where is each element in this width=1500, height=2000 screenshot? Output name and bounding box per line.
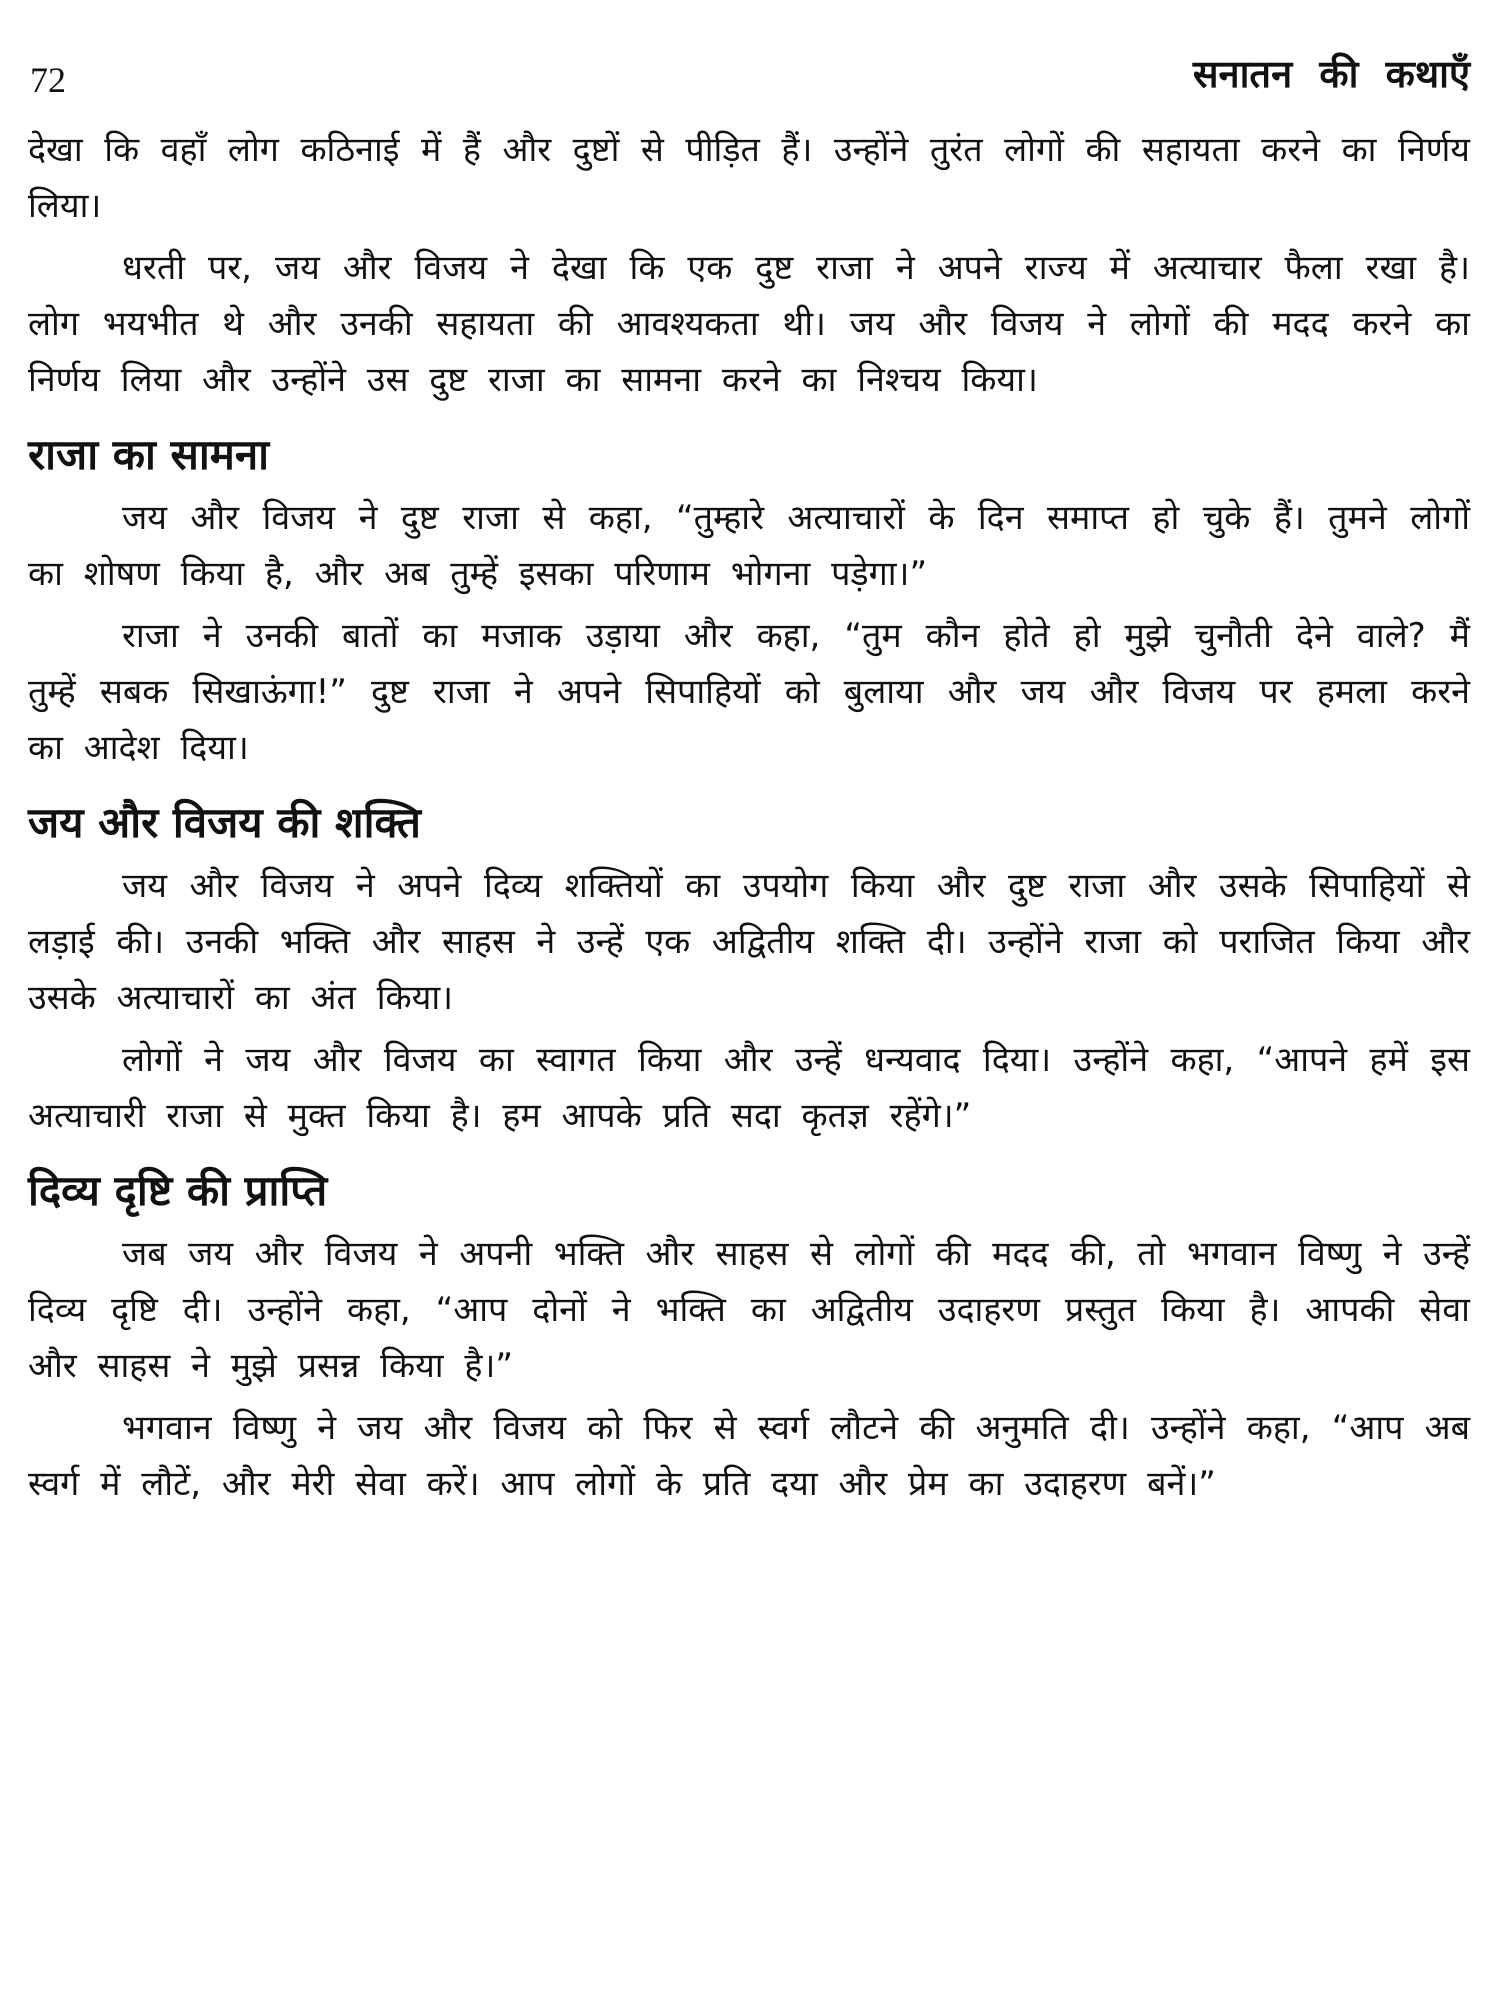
book-page xyxy=(28,50,1470,1970)
paragraph: जय और विजय ने दुष्ट राजा से कहा, “तुम्हारे अत्याचारों के दिन समाप्त हो चुके हैं। तुमने लोगों का शोषण किया है, और अब तुम्हें इसका परिणाम भोगना पड़ेगा।” xyxy=(28,498,1470,594)
paragraph: राजा ने उनकी बातों का मजाक उड़ाया और कहा, “तुम कौन होते हो मुझे चुनौती देने वाले? मैं तुम्हें सबक सिखाऊंगा!” दुष्ट राजा ने अपने सिपाहियों को बुलाया और जय और विजय पर हमला करने का आदेश दिया। xyxy=(28,616,1470,768)
page-number: 72 xyxy=(30,60,66,100)
section-heading: राजा का सामना xyxy=(28,430,270,479)
paragraph: भगवान विष्णु ने जय और विजय को फिर से स्वर्ग लौटने की अनुमति दी। उन्होंने कहा, “आप अब स्वर्ग में लौटें, और मेरी सेवा करें। आप लोगों के प्रति दया और प्रेम का उदाहरण बनें।” xyxy=(28,1408,1470,1504)
paragraph: धरती पर, जय और विजय ने देखा कि एक दुष्ट राजा ने अपने राज्य में अत्याचार फैला रखा है। लोग भयभीत थे और उनकी सहायता की आवश्यकता थी। जय और विजय ने लोगों की मदद करने का निर्णय लिया और उन्होंने उस दुष्ट राजा का सामना करने का निश्चय किया। xyxy=(28,248,1470,400)
paragraph: लोगों ने जय और विजय का स्वागत किया और उन्हें धन्यवाद दिया। उन्होंने कहा, “आपने हमें इस अत्याचारी राजा से मुक्त किया है। हम आपके प्रति सदा कृतज्ञ रहेंगे।” xyxy=(28,1040,1470,1136)
page-body xyxy=(28,122,1470,1512)
paragraph: जय और विजय ने अपने दिव्य शक्तियों का उपयोग किया और दुष्ट राजा और उसके सिपाहियों से लड़ाई की। उनकी भक्ति और साहस ने उन्हें एक अद्वितीय शक्ति दी। उन्होंने राजा को पराजित किया और उसके अत्याचारों का अंत किया। xyxy=(28,866,1470,1018)
section-heading: दिव्य दृष्टि की प्राप्ति xyxy=(28,1166,328,1215)
section-heading: जय और विजय की शक्ति xyxy=(28,798,421,847)
paragraph: जब जय और विजय ने अपनी भक्ति और साहस से लोगों की मदद की, तो भगवान विष्णु ने उन्हें दिव्य दृष्टि दी। उन्होंने कहा, “आप दोनों ने भक्ति का अद्वितीय उदाहरण प्रस्तुत किया है। आपकी सेवा और साहस ने मुझे प्रसन्न किया है।” xyxy=(28,1234,1470,1386)
paragraph: देखा कि वहाँ लोग कठिनाई में हैं और दुष्टों से पीड़ित हैं। उन्होंने तुरंत लोगों की सहायता करने का निर्णय लिया। xyxy=(28,130,1470,226)
page-header xyxy=(28,50,1470,108)
running-head-title: सनातन की कथाएँ xyxy=(1192,52,1470,96)
